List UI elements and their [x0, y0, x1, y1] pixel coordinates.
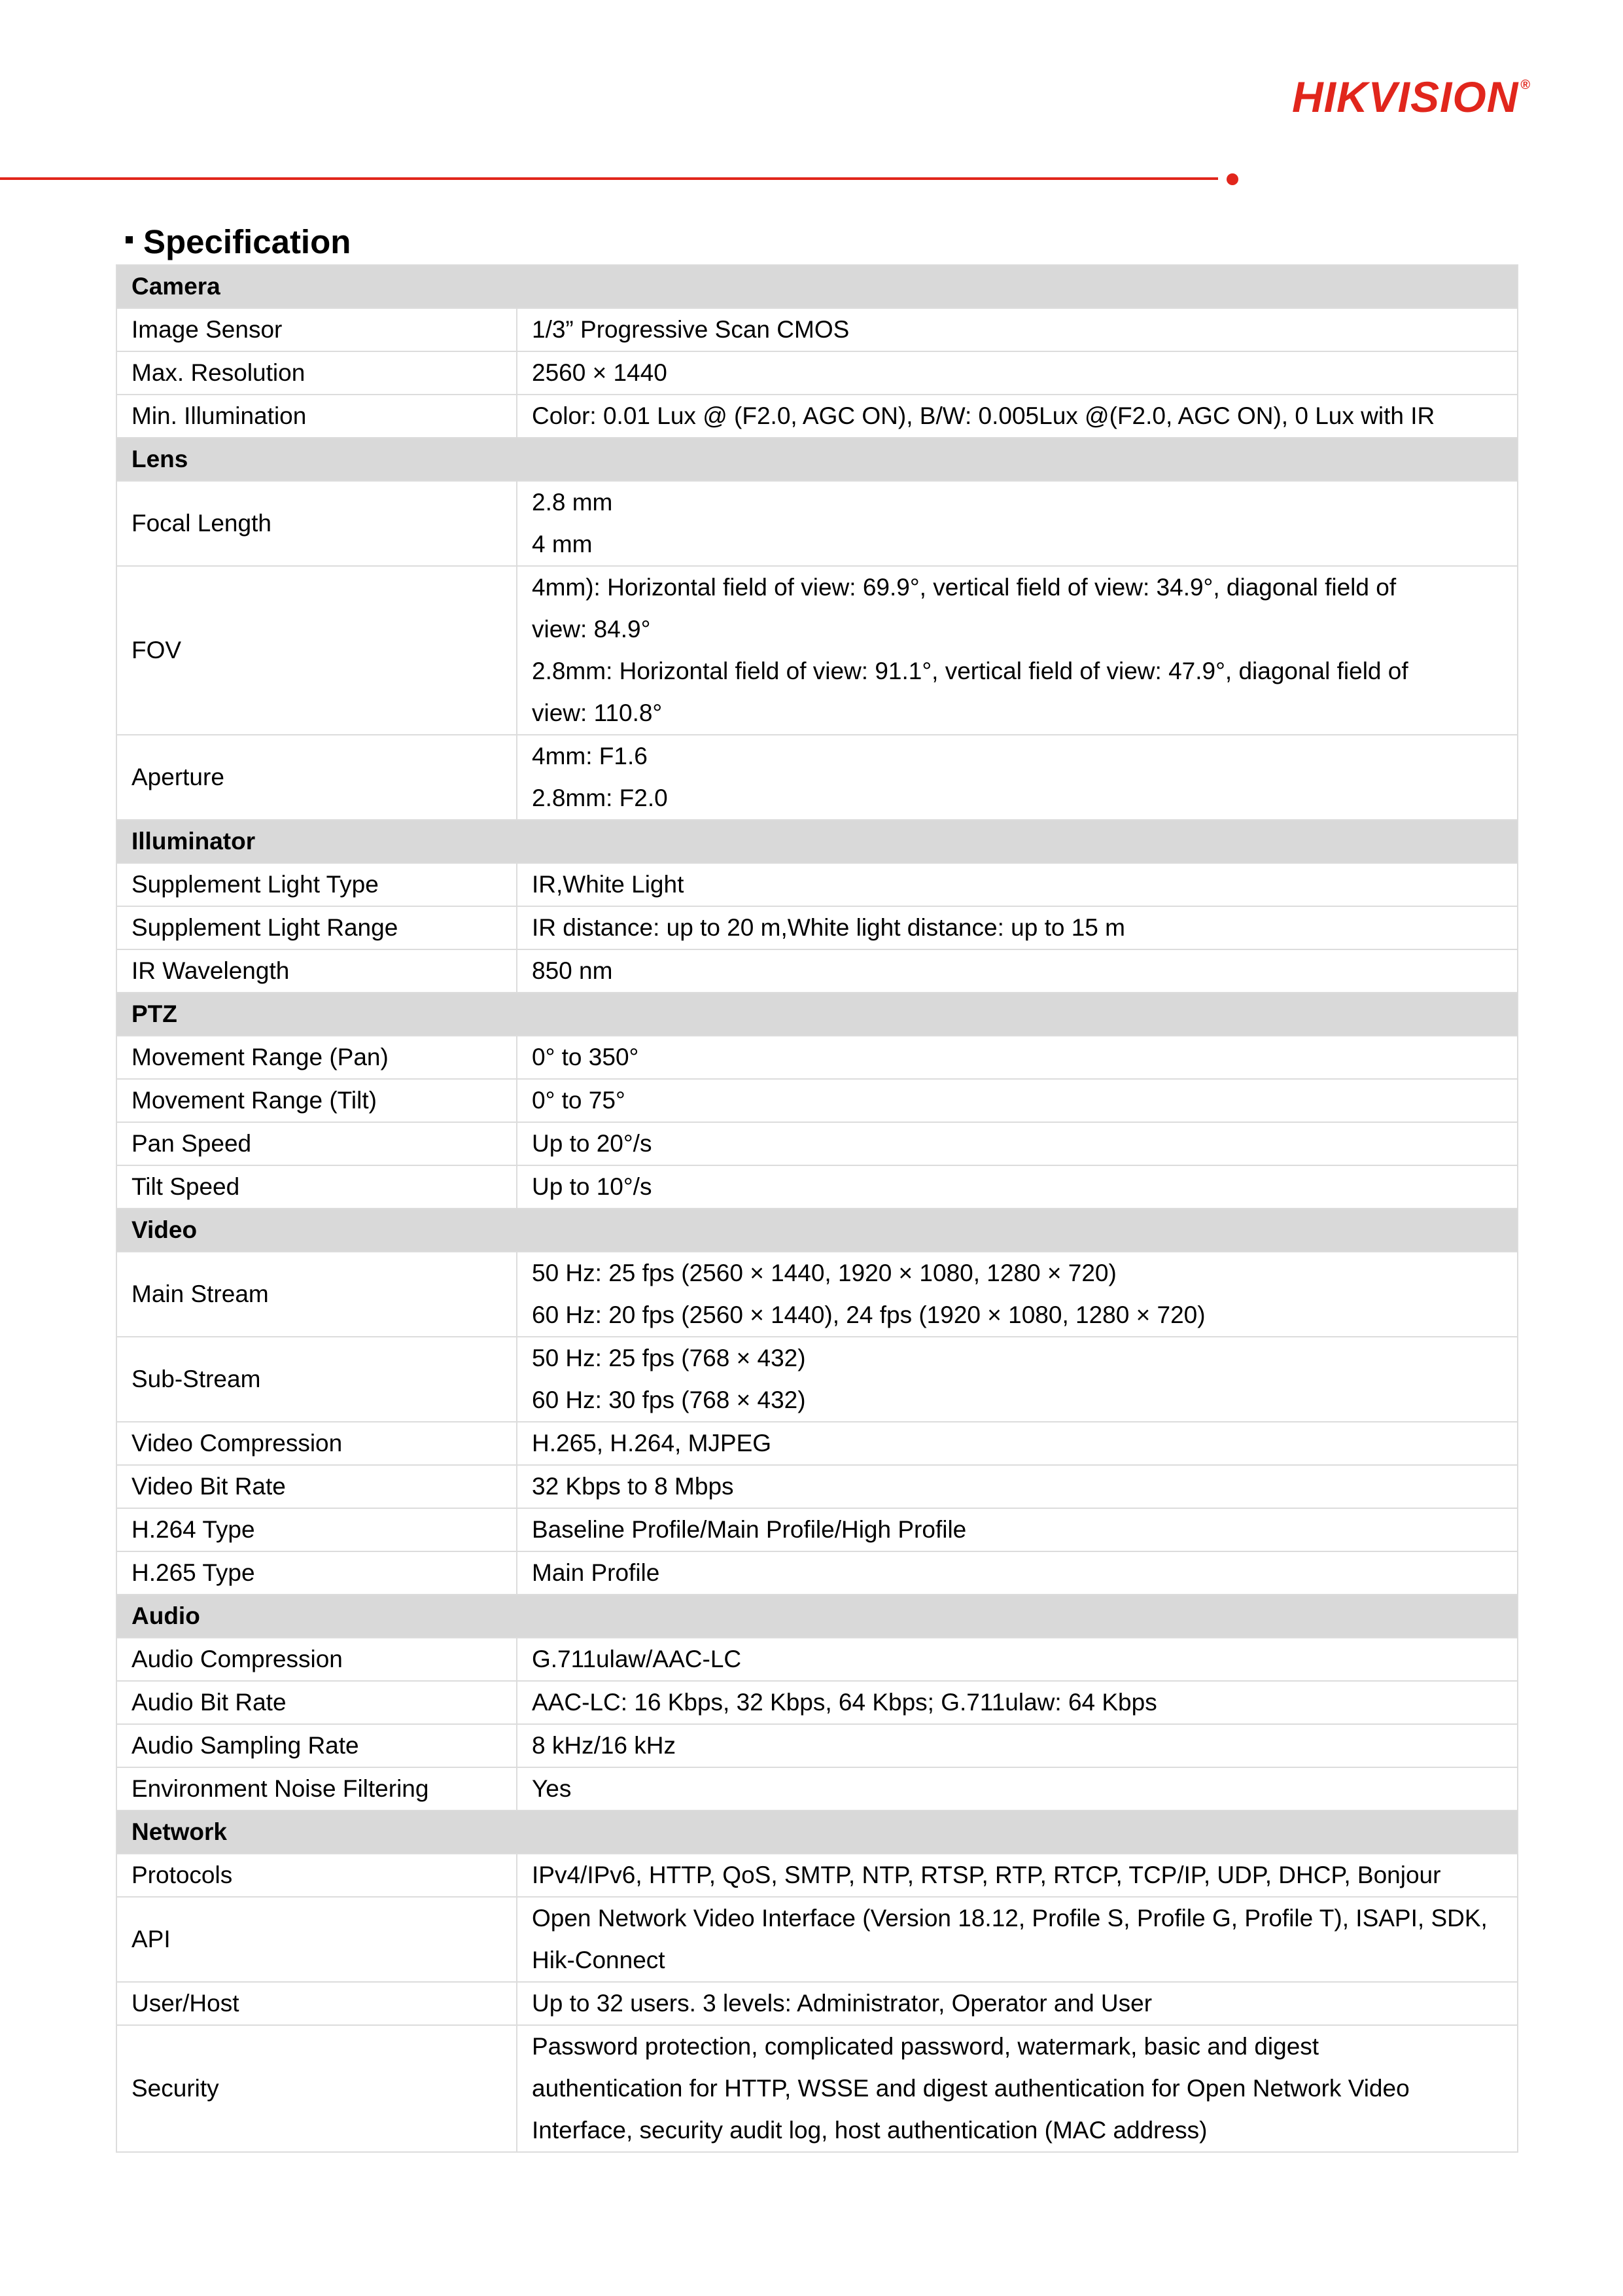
spec-value [517, 1724, 1518, 1767]
spec-group-lens [116, 438, 1518, 481]
spec-label: Sub-Stream [116, 1337, 517, 1422]
spec-row [116, 906, 1518, 949]
specification-table [116, 264, 1518, 2153]
spec-row [116, 1982, 1518, 2025]
spec-row [116, 1422, 1518, 1465]
spec-value-line: 60 Hz: 30 fps (768 × 432) [532, 1386, 806, 1413]
spec-label: Movement Range (Pan) [116, 1036, 517, 1079]
spec-label: H.265 Type [116, 1551, 517, 1595]
spec-value [517, 566, 1518, 735]
spec-value-line: 1/3” Progressive Scan CMOS [532, 316, 850, 343]
spec-value-line: Interface, security audit log, host authentication (MAC address) [532, 2117, 1208, 2144]
spec-group-title: Audio [116, 1595, 1518, 1638]
header-divider [0, 177, 1218, 180]
spec-row [116, 1465, 1518, 1508]
spec-value [517, 1079, 1518, 1122]
spec-row [116, 1551, 1518, 1595]
spec-value-line: Open Network Video Interface (Version 18.12, Profile S, Profile G, Profile T), ISAPI, SDK, [532, 1905, 1488, 1932]
spec-row [116, 1638, 1518, 1681]
spec-value-line: Hik-Connect [532, 1947, 665, 1973]
spec-group-ptz [116, 993, 1518, 1036]
spec-value-line: Main Profile [532, 1559, 660, 1586]
spec-label: Security [116, 2025, 517, 2152]
spec-value-line: 4 mm [532, 531, 593, 557]
spec-value [517, 351, 1518, 395]
spec-value [517, 1122, 1518, 1165]
spec-row [116, 481, 1518, 566]
spec-label: API [116, 1897, 517, 1982]
header-divider-dot [1227, 173, 1238, 185]
spec-value-line: AAC-LC: 16 Kbps, 32 Kbps, 64 Kbps; G.711ulaw: 64 Kbps [532, 1689, 1157, 1716]
spec-group-title: PTZ [116, 993, 1518, 1036]
spec-value [517, 1767, 1518, 1810]
spec-value-line: 4mm: F1.6 [532, 743, 648, 769]
section-title-text: Specification [143, 222, 351, 260]
spec-row [116, 1854, 1518, 1897]
spec-label: Audio Sampling Rate [116, 1724, 517, 1767]
spec-label: Video Compression [116, 1422, 517, 1465]
spec-value [517, 395, 1518, 438]
spec-label: Main Stream [116, 1252, 517, 1337]
spec-value [517, 1337, 1518, 1422]
spec-row [116, 1681, 1518, 1724]
spec-value-line: 50 Hz: 25 fps (768 × 432) [532, 1345, 806, 1371]
spec-value-line: 4mm): Horizontal field of view: 69.9°, vertical field of view: 34.9°, diagonal field of [532, 574, 1397, 601]
spec-value [517, 1681, 1518, 1724]
spec-value [517, 1252, 1518, 1337]
spec-label: H.264 Type [116, 1508, 517, 1551]
spec-value-line: Up to 32 users. 3 levels: Administrator, Operator and User [532, 1990, 1153, 2017]
spec-row [116, 351, 1518, 395]
spec-value [517, 1508, 1518, 1551]
spec-row [116, 566, 1518, 735]
spec-value-line: IPv4/IPv6, HTTP, QoS, SMTP, NTP, RTSP, RTP, RTCP, TCP/IP, UDP, DHCP, Bonjour [532, 1862, 1441, 1888]
spec-value [517, 1638, 1518, 1681]
spec-label: Image Sensor [116, 308, 517, 351]
section-title [126, 221, 351, 262]
registered-mark: ® [1520, 77, 1531, 92]
spec-row [116, 735, 1518, 820]
spec-value-line: 0° to 75° [532, 1087, 625, 1114]
spec-value-line: 8 kHz/16 kHz [532, 1732, 676, 1759]
spec-label: Video Bit Rate [116, 1465, 517, 1508]
spec-value-line: Up to 20°/s [532, 1130, 652, 1157]
specification-table-body [116, 265, 1518, 2152]
spec-value-line: Up to 10°/s [532, 1173, 652, 1200]
spec-row [116, 395, 1518, 438]
spec-value [517, 1036, 1518, 1079]
spec-row [116, 1165, 1518, 1209]
spec-group-audio [116, 1595, 1518, 1638]
spec-label: Protocols [116, 1854, 517, 1897]
spec-row [116, 1897, 1518, 1982]
spec-label: FOV [116, 566, 517, 735]
spec-row [116, 1079, 1518, 1122]
spec-value-line: 850 nm [532, 957, 613, 984]
spec-value [517, 1854, 1518, 1897]
spec-value-line: IR distance: up to 20 m,White light distance: up to 15 m [532, 914, 1125, 941]
spec-value-line: Baseline Profile/Main Profile/High Profile [532, 1516, 967, 1543]
spec-value-line: 2.8mm: F2.0 [532, 785, 668, 811]
spec-label: Audio Compression [116, 1638, 517, 1681]
spec-value [517, 949, 1518, 993]
spec-value-line: IR,White Light [532, 871, 684, 898]
hikvision-logo [1292, 73, 1531, 120]
spec-value [517, 735, 1518, 820]
spec-group-video [116, 1209, 1518, 1252]
spec-row [116, 1122, 1518, 1165]
spec-group-title: Network [116, 1810, 1518, 1854]
spec-group-title: Camera [116, 265, 1518, 308]
spec-value-line: view: 110.8° [532, 699, 663, 726]
spec-value [517, 1982, 1518, 2025]
spec-label: Max. Resolution [116, 351, 517, 395]
spec-value-line: 2.8mm: Horizontal field of view: 91.1°, vertical field of view: 47.9°, diagonal field of [532, 658, 1408, 684]
spec-label: Movement Range (Tilt) [116, 1079, 517, 1122]
spec-value-line: 50 Hz: 25 fps (2560 × 1440, 1920 × 1080, 1280 × 720) [532, 1260, 1117, 1286]
spec-value-line: 32 Kbps to 8 Mbps [532, 1473, 734, 1500]
spec-row [116, 308, 1518, 351]
spec-group-title: Illuminator [116, 820, 1518, 863]
spec-label: Pan Speed [116, 1122, 517, 1165]
spec-value-line: 2.8 mm [532, 489, 613, 516]
spec-group-network [116, 1810, 1518, 1854]
spec-label: Supplement Light Range [116, 906, 517, 949]
brand-name: HIKVISION [1292, 73, 1519, 121]
spec-label: Tilt Speed [116, 1165, 517, 1209]
spec-value [517, 308, 1518, 351]
spec-value-line: Yes [532, 1775, 572, 1802]
spec-value [517, 1465, 1518, 1508]
spec-value-line: G.711ulaw/AAC-LC [532, 1646, 742, 1672]
spec-label: IR Wavelength [116, 949, 517, 993]
spec-group-illuminator [116, 820, 1518, 863]
spec-value [517, 2025, 1518, 2152]
spec-value [517, 1551, 1518, 1595]
spec-value-line: 60 Hz: 20 fps (2560 × 1440), 24 fps (1920 × 1080, 1280 × 720) [532, 1301, 1206, 1328]
spec-value-line: 2560 × 1440 [532, 359, 667, 386]
spec-row [116, 1724, 1518, 1767]
spec-value-line: Password protection, complicated password, watermark, basic and digest [532, 2033, 1319, 2060]
spec-label: Focal Length [116, 481, 517, 566]
spec-value [517, 906, 1518, 949]
spec-row [116, 2025, 1518, 2152]
spec-group-title: Lens [116, 438, 1518, 481]
spec-label: Environment Noise Filtering [116, 1767, 517, 1810]
spec-value [517, 481, 1518, 566]
spec-label: Aperture [116, 735, 517, 820]
spec-group-title: Video [116, 1209, 1518, 1252]
spec-row [116, 1508, 1518, 1551]
spec-row [116, 1252, 1518, 1337]
spec-value-line: authentication for HTTP, WSSE and digest authentication for Open Network Video [532, 2075, 1410, 2102]
spec-value-line: H.265, H.264, MJPEG [532, 1430, 772, 1457]
spec-label: Min. Illumination [116, 395, 517, 438]
spec-value [517, 1165, 1518, 1209]
spec-value [517, 863, 1518, 906]
spec-value [517, 1897, 1518, 1982]
spec-row [116, 1036, 1518, 1079]
spec-value-line: 0° to 350° [532, 1044, 639, 1070]
spec-label: User/Host [116, 1982, 517, 2025]
spec-value [517, 1422, 1518, 1465]
spec-group-camera [116, 265, 1518, 308]
spec-row [116, 1337, 1518, 1422]
spec-label: Audio Bit Rate [116, 1681, 517, 1724]
spec-value-line: view: 84.9° [532, 616, 651, 643]
square-bullet-icon [126, 236, 133, 243]
spec-row [116, 949, 1518, 993]
spec-label: Supplement Light Type [116, 863, 517, 906]
spec-value-line: Color: 0.01 Lux @ (F2.0, AGC ON), B/W: 0.005Lux @(F2.0, AGC ON), 0 Lux with IR [532, 402, 1435, 429]
spec-row [116, 863, 1518, 906]
spec-row [116, 1767, 1518, 1810]
